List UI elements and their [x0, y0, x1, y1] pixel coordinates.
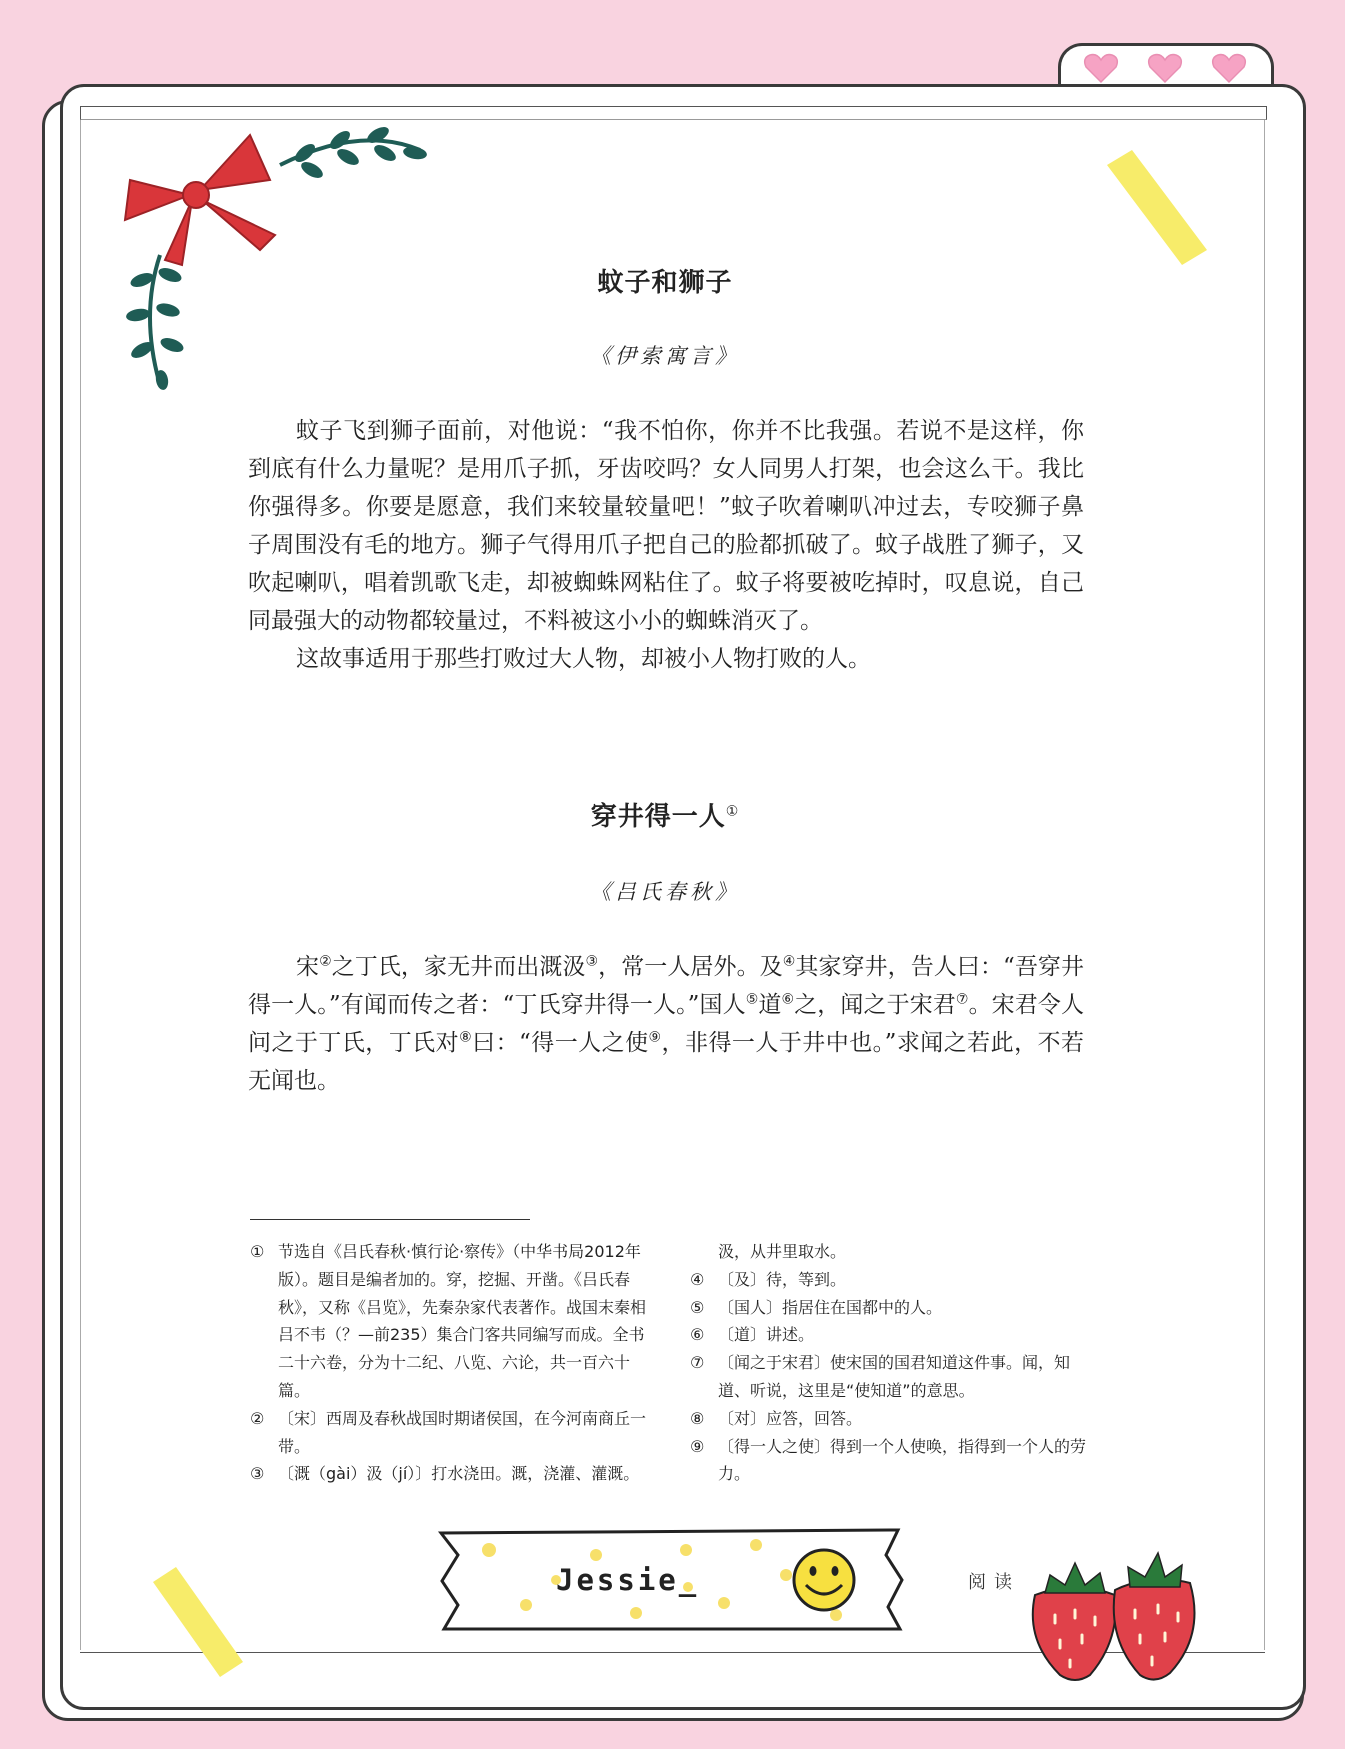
footnote-marker: ⑥	[781, 991, 795, 1008]
footnote-item	[250, 1460, 650, 1488]
page-label: 阅读	[968, 1572, 1020, 1593]
footnote-item	[690, 1433, 1100, 1489]
text-run: 之丁氏，家无井而出溉汲	[331, 954, 586, 980]
footnote-text: 〔闻之于宋君〕使宋国的国君知道这件事。闻，知道、听说，这里是“使知道”的意思。	[718, 1353, 1071, 1400]
heart-icon	[1083, 52, 1119, 84]
footnote-number: ⑤	[690, 1297, 705, 1317]
page-border-top	[80, 106, 1267, 120]
ribbon-name: Jessie_	[556, 1563, 700, 1597]
footnote-number: ⑥	[690, 1325, 705, 1345]
footnotes-right	[690, 1238, 1100, 1488]
footnote-marker: ⑤	[745, 991, 759, 1008]
story-body	[248, 412, 1084, 678]
strawberry-decoration	[1020, 1535, 1220, 1685]
tape-decoration	[148, 1562, 248, 1682]
footnote-item	[690, 1294, 1100, 1322]
footnote-number	[690, 1238, 718, 1266]
footnote-text: 〔溉（gài）汲（jí）〕打水浇田。溉，浇灌、灌溉。	[278, 1464, 640, 1484]
text-run: 。宋君令人问之于丁氏，丁氏对	[248, 992, 1084, 1056]
footnote-number: ③	[250, 1464, 265, 1484]
text-run: 之，闻之于宋君	[794, 992, 956, 1018]
footnote-marker: ②	[319, 953, 332, 970]
footnote-number: ⑨	[690, 1436, 705, 1456]
footnotes-left	[250, 1238, 650, 1488]
text-run: 曰：“得一人之使	[472, 1030, 649, 1056]
footnote-marker: ③	[585, 953, 599, 970]
footnote-marker: ①	[725, 803, 740, 820]
story-source: 《伊索寓言》	[590, 344, 740, 368]
heart-icon	[1147, 52, 1183, 84]
story-source: 《吕氏春秋》	[590, 880, 740, 904]
tape-decoration	[1102, 145, 1212, 270]
footnote-marker: ⑦	[955, 991, 969, 1008]
footnote-text: 〔及〕待，等到。	[718, 1269, 847, 1289]
footnote-marker: ⑧	[459, 1029, 473, 1046]
paragraph: 这故事适用于那些打败过大人物，却被小人物打败的人。	[296, 646, 871, 672]
footnote-item	[690, 1321, 1100, 1349]
footnote-divider	[250, 1219, 530, 1220]
footnote-item	[690, 1266, 1100, 1294]
paragraph	[248, 948, 1084, 1100]
footnote-item	[690, 1405, 1100, 1433]
footnote-text: 〔国人〕指居住在国都中的人。	[718, 1297, 943, 1317]
footnote-number: ②	[250, 1408, 265, 1428]
footnote-number: ⑦	[690, 1353, 705, 1373]
story-title: 蚊子和狮子	[597, 268, 733, 298]
footnote-text: 〔对〕应答，回答。	[718, 1408, 863, 1428]
text-run: ，非得一人于井中也。”求闻之若此，不若无闻也。	[248, 1030, 1084, 1094]
text-run: 宋	[296, 954, 320, 980]
story-title-text: 穿井得一人	[590, 802, 726, 832]
footnote-number: ⑧	[690, 1408, 705, 1428]
paragraph: 蚊子飞到狮子面前，对他说：“我不怕你，你并不比我强。若说不是这样，你到底有什么力量呢？是用爪子抓，牙齿咬吗？女人同男人打架，也会这么干。我比你强得多。你要是愿意，我们来较量较量吧！”蚊子吹着喇叭冲过去，专咬狮子鼻子周围没有毛的地方。狮子气得用爪子把自己的脸都抓破了。蚊子战胜了狮子，又吹起喇叭，唱着凯歌飞走，却被蜘蛛网粘住了。蚊子将要被吃掉时，叹息说，自己同最强大的动物都较量过，不料被这小小的蜘蛛消灭了。	[248, 418, 1084, 634]
footnote-text: 〔宋〕西周及春秋战国时期诸侯国，在今河南商丘一带。	[278, 1408, 647, 1456]
text-run: ，常一人居外。及	[598, 954, 783, 980]
footnote-text: 〔道〕讲述。	[718, 1325, 815, 1345]
footnote-item	[690, 1238, 1100, 1266]
text-run: 道	[758, 992, 782, 1018]
footnote-number: ①	[250, 1242, 265, 1261]
footnote-marker: ⑨	[648, 1029, 662, 1046]
footnote-item	[250, 1405, 650, 1461]
footnote-text: 汲，从井里取水。	[718, 1242, 847, 1261]
footnote-item	[250, 1238, 650, 1405]
story-title	[0, 796, 1330, 833]
footnote-text: 〔得一人之使〕得到一个人使唤，指得到一个人的劳力。	[718, 1436, 1087, 1484]
footnote-number: ④	[690, 1269, 705, 1289]
footnote-marker: ④	[782, 953, 796, 970]
footnote-text: 节选自《吕氏春秋·慎行论·察传》（中华书局2012年版）。题目是编者加的。穿，挖掘、开凿。《吕氏春秋》，又称《吕览》，先秦杂家代表著作。战国末秦相吕不韦（？—前235）集合门客共同编写而成。全书二十六卷，分为十二纪、八览、六论，共一百六十篇。	[278, 1242, 647, 1400]
footnote-item	[690, 1349, 1100, 1405]
story-body	[248, 948, 1084, 1100]
heart-icon	[1211, 52, 1247, 84]
text-run: 其家穿井，告人曰：“吾穿井得一人。”有闻而传之者：“丁氏穿井得一人。”国人	[248, 954, 1084, 1018]
